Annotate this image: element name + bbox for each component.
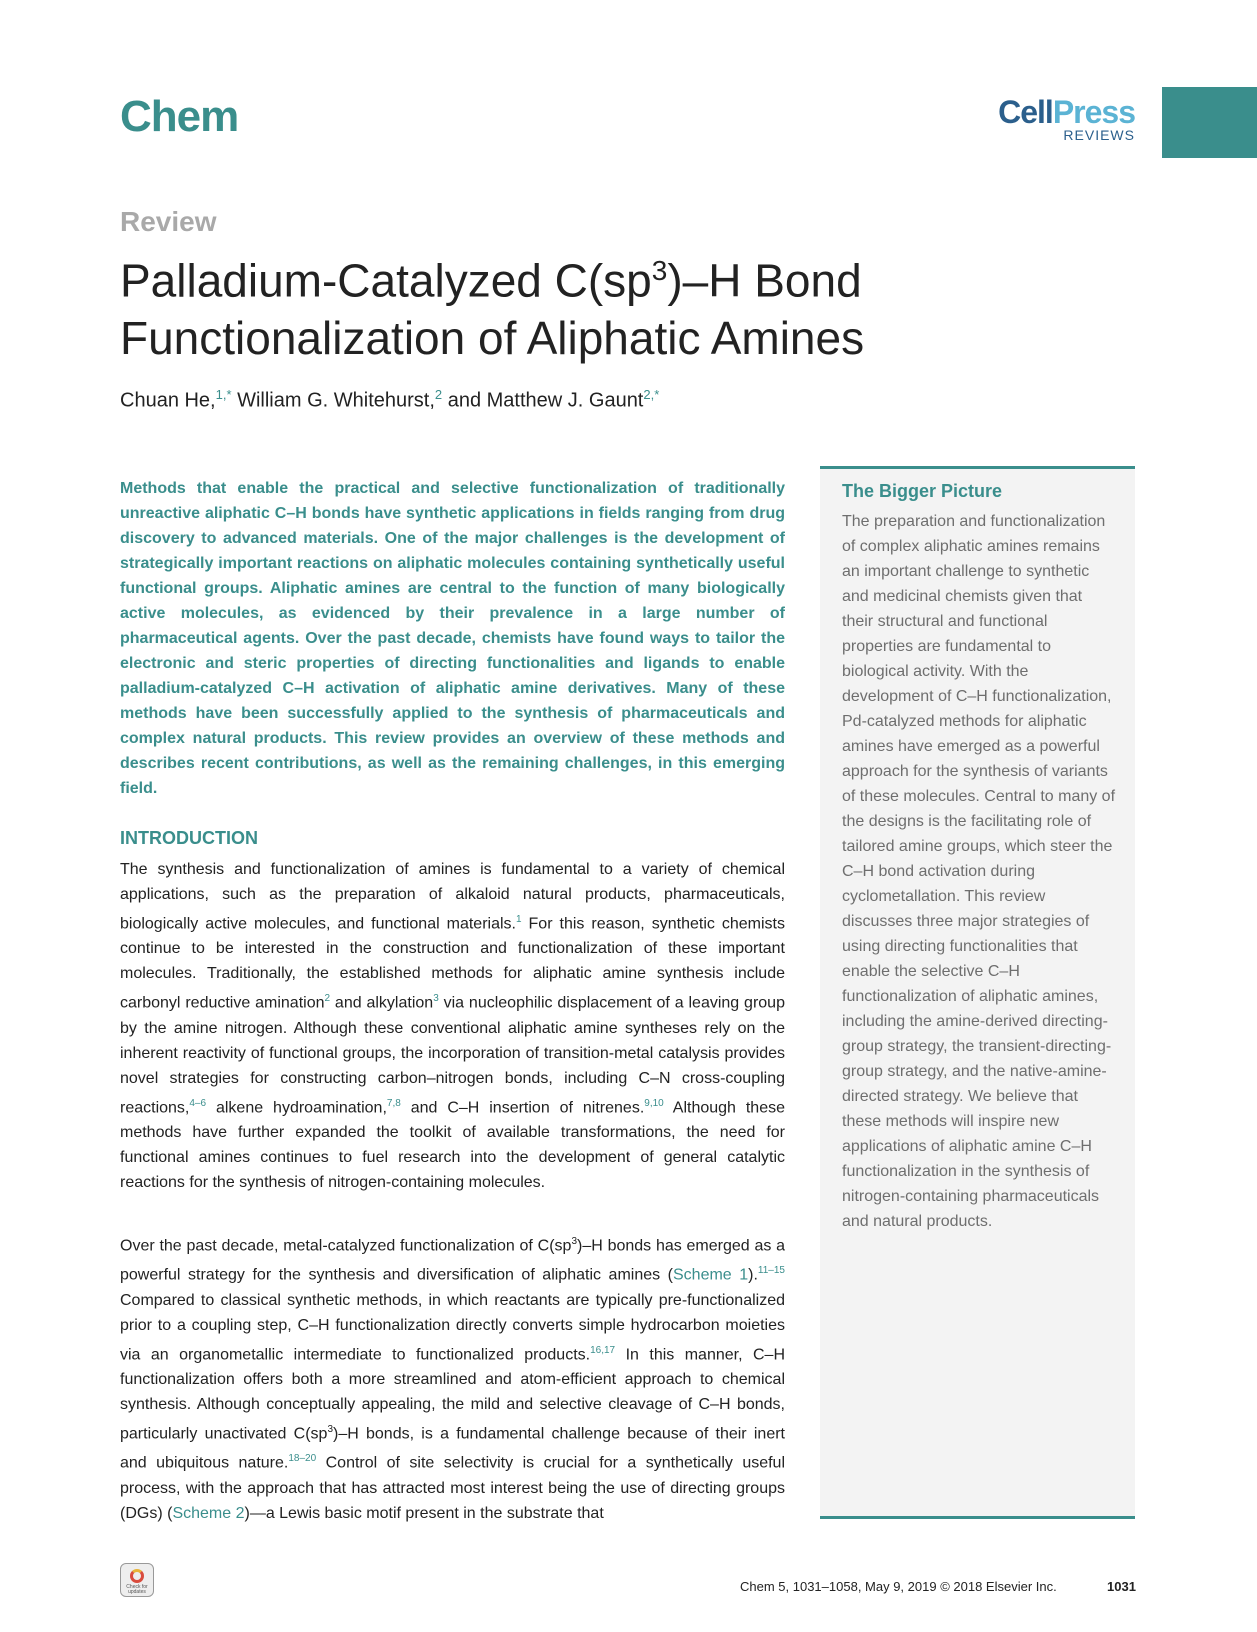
cellpress-logo-cell: Cell xyxy=(998,94,1053,130)
author-name: and Matthew J. Gaunt xyxy=(447,389,644,412)
check-for-updates-label: Check for updates xyxy=(126,1584,148,1595)
citation-ref[interactable]: 1 xyxy=(515,914,522,925)
text-run: For this reason, synthetic chemists continue to be interested in the construction and functionalization of these important molecules. Traditionally, the established methods for aliphatic amine synthesis include carbonyl reductive amination xyxy=(120,915,785,1012)
text-run: alkene hydroamination, xyxy=(206,1098,387,1116)
page-number: 1031 xyxy=(1107,1579,1136,1594)
sidebar-body: The preparation and functionalization of complex aliphatic amines remains an important challenge to synthetic and medicinal chemists given that their structural and functional properties are fundamental to biological activity. With the development of C–H functionalization, Pd-catalyzed methods for aliphatic amines have emerged as a powerful approach for the synthesis of variants of these molecules. Central to many of the designs is the facilitating role of tailored amine groups, which steer the C–H bond activation during cyclometallation. This review discusses three major strategies of using directing functionalities that enable the selective C–H functionalization of aliphatic amines, including the amine-derived directing-group strategy, the transient-directing-group strategy, and the native-amine-directed strategy. We believe that these methods will inspire new applications of aliphatic amine C–H functionalization in the synthesis of nitrogen-containing pharmaceuticals and natural products. xyxy=(842,513,1116,1230)
section-heading-introduction: INTRODUCTION xyxy=(120,828,258,848)
citation-ref[interactable]: 9,10 xyxy=(644,1097,664,1109)
superscript: 3 xyxy=(571,1236,578,1247)
text-run: via nucleophilic displacement of a leaving group by the amine nitrogen. Although these conventional aliphatic amine syntheses rely on the inherent reactivity of functional groups, the incorporation of transition-metal catalysis provides novel strategies for constructing carbon–nitrogen bonds, including C–N cross-coupling reactions, xyxy=(120,994,785,1116)
scheme-2-link[interactable]: Scheme 2 xyxy=(172,1504,245,1522)
text-run: )–H bonds, is a fundamental challenge because of their inert and ubiquitous nature. xyxy=(120,1425,785,1472)
citation-ref[interactable]: 4–6 xyxy=(189,1097,207,1109)
author-name: Chuan He, xyxy=(120,389,216,412)
author-affiliation[interactable]: 2 xyxy=(434,387,443,402)
author-affiliation[interactable]: 2,* xyxy=(643,387,660,402)
text-run: )—a Lewis basic motif present in the substrate that xyxy=(244,1504,604,1522)
abstract: Methods that enable the practical and selective functionalization of traditionally unreactive aliphatic C–H bonds have synthetic applications in fields ranging from drug discovery to advanced materials. One of the major challenges is the development of strategically important reactions on aliphatic molecules containing synthetically useful functional groups. Aliphatic amines are central to the function of many biologically active molecules, as evidenced by their prevalence in a large number of pharmaceutical agents. Over the past decade, chemists have found ways to tailor the electronic and steric properties of directing functionalities and ligands to enable palladium-catalyzed C–H activation of aliphatic amine derivatives. Many of these methods have been successfully applied to the synthesis of pharmaceuticals and complex natural products. This review provides an overview of these methods and describes recent contributions, as well as the remaining challenges, in this emerging field. xyxy=(120,480,785,797)
author-name: William G. Whitehurst, xyxy=(237,389,435,412)
bigger-picture-sidebar xyxy=(820,466,1135,1519)
body-paragraph xyxy=(120,857,785,1195)
citation-ref[interactable]: 3 xyxy=(433,993,439,1005)
text-run: In this manner, C–H functionalization offers both a more streamlined and atom-efficient approach to chemical synthesis. Although conceptually appealing, the mild and selective cleavage of C–H bonds, particularly unactivated C(sp xyxy=(120,1345,786,1443)
author-list xyxy=(120,387,659,413)
check-for-updates-icon xyxy=(130,1569,144,1583)
sidebar-heading: The Bigger Picture xyxy=(842,481,1003,501)
text-run: The synthesis and functionalization of amines is fundamental to a variety of chemical applications, such as the preparation of alkaloid natural products, pharmaceuticals, biologically active molecules, and functional materials. xyxy=(120,861,785,933)
scheme-1-link[interactable]: Scheme 1 xyxy=(673,1266,749,1284)
text-run: Compared to classical synthetic methods, in which reactants are typically pre-functionalized prior to a coupling step, C–H functionalization directly converts simple hydrocarbon moieties via an organometallic intermediate to functionalized products. xyxy=(120,1291,785,1363)
title-part-1: Palladium-Catalyzed C(sp xyxy=(120,254,652,307)
body-paragraph xyxy=(120,1229,785,1526)
text-run: and alkylation xyxy=(330,994,434,1012)
text-run: and C–H insertion of nitrenes. xyxy=(400,1098,645,1116)
author-affiliation[interactable]: 1,* xyxy=(215,387,232,402)
citation-ref[interactable]: 18–20 xyxy=(288,1453,317,1465)
text-run: Control of site selectivity is crucial for a synthetically useful process, with the approach that has attracted most interest being the use of directing groups (DGs) ( xyxy=(120,1454,786,1522)
cellpress-logo-reviews: REVIEWS xyxy=(1063,127,1135,143)
citation-ref[interactable]: 16,17 xyxy=(590,1344,616,1356)
journal-logo: Chem xyxy=(120,92,239,141)
citation-ref[interactable]: 2 xyxy=(324,993,331,1005)
text-run: Over the past decade, metal-catalyzed functionalization of C(sp xyxy=(120,1237,572,1255)
corner-color-tab xyxy=(1162,87,1257,158)
superscript: 3 xyxy=(327,1423,333,1435)
article-type: Review xyxy=(120,206,217,237)
text-run: Although these methods have further expanded the toolkit of available transformations, the need for functional amines continues to fuel research into the development of general catalytic reactions for the synthesis of nitrogen-containing molecules. xyxy=(120,1098,786,1191)
title-part-2: )–H Bond Functionalization of Aliphatic Amines xyxy=(120,254,865,365)
title-superscript: 3 xyxy=(651,255,668,286)
article-title xyxy=(120,242,1020,367)
citation-ref[interactable]: 7,8 xyxy=(386,1097,401,1109)
cellpress-logo-press: Press xyxy=(1052,94,1135,130)
text-run: ). xyxy=(748,1266,758,1284)
citation-ref[interactable]: 11–15 xyxy=(757,1265,785,1277)
text-run: )–H bonds has emerged as a powerful strategy for the synthesis and diversification of aliphatic amines ( xyxy=(120,1237,786,1284)
cellpress-logo xyxy=(985,96,1135,142)
check-for-updates-badge[interactable] xyxy=(120,1563,154,1597)
footer-citation: Chem 5, 1031–1058, May 9, 2019 © 2018 Elsevier Inc. xyxy=(740,1579,1057,1594)
